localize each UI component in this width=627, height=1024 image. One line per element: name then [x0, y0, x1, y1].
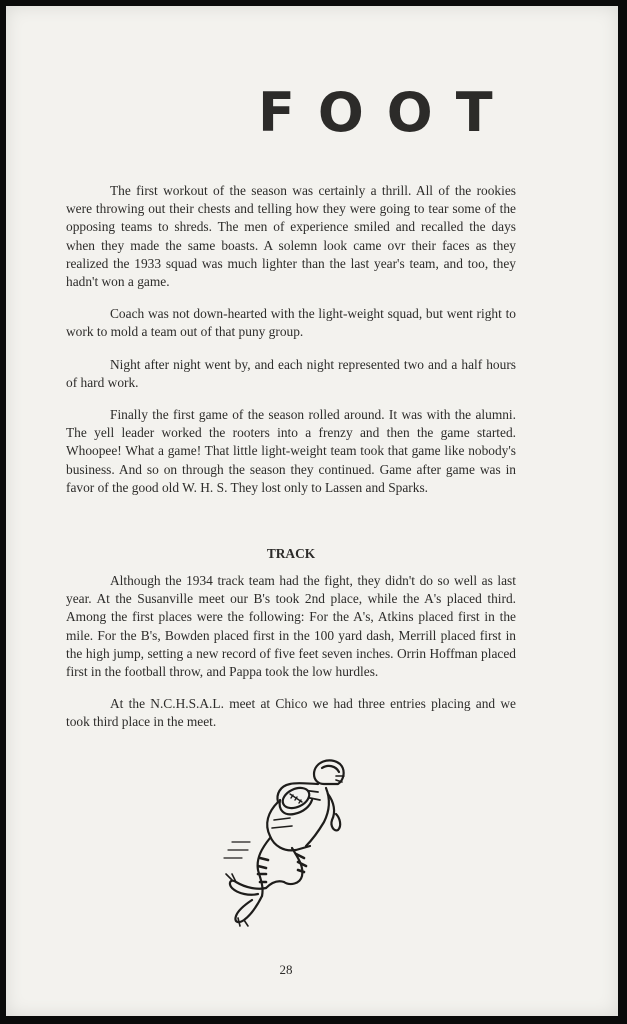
football-article [66, 182, 516, 511]
track-paragraph-1: Although the 1934 track team had the fight, they didn't do so well as last year. At the Susanville meet our B's took 2nd place, while the A's placed third. Among the first places were the following: For the A's, Atkins placed first in the mile. For the B's, Bowden placed first in the 100 yard dash, Merrill placed first in the high jump, setting a new record of five feet seven inches. Orrin Hoffman placed first in the football throw, and Pappa took the low hurdles. [66, 573, 516, 680]
football-paragraph-2: Coach was not down-hearted with the light-weight squad, but went right to work to mold a team out of that puny group. [66, 306, 516, 340]
page-heading: FOOT [258, 81, 516, 144]
yearbook-page [6, 6, 618, 1016]
track-section-title: TRACK [266, 546, 316, 561]
football-paragraph-3: Night after night went by, and each night represented two and a half hours of hard work. [66, 356, 516, 390]
football-player-running-icon [218, 754, 348, 934]
football-paragraph-4: Finally the first game of the season rolled around. It was with the alumni. The yell leader worked the rooters into a frenzy and then the game started. Whoopee! What a game! That little light-weight team took that game like nobody's business. And so on through the season they continued. Game after game was in favor of the good old W. H. S. They lost only to Lassen and Sparks. [66, 407, 516, 495]
football-paragraph-1: The first workout of the season was certainly a thrill. All of the rookies were throwing out their chests and telling how they were going to tear some of the opposing teams to shreds. The men of experience smiled and recalled the days when they made the same boasts. A solemn look came ovr their faces as they realized the 1933 squad was much lighter than the last year's team, and too, they hadn't won a game. [66, 183, 516, 290]
track-article [66, 572, 516, 746]
track-paragraph-2: At the N.C.H.S.A.L. meet at Chico we had three entries placing and we took third place in the meet. [66, 696, 516, 730]
page-number: 28 [279, 962, 293, 977]
